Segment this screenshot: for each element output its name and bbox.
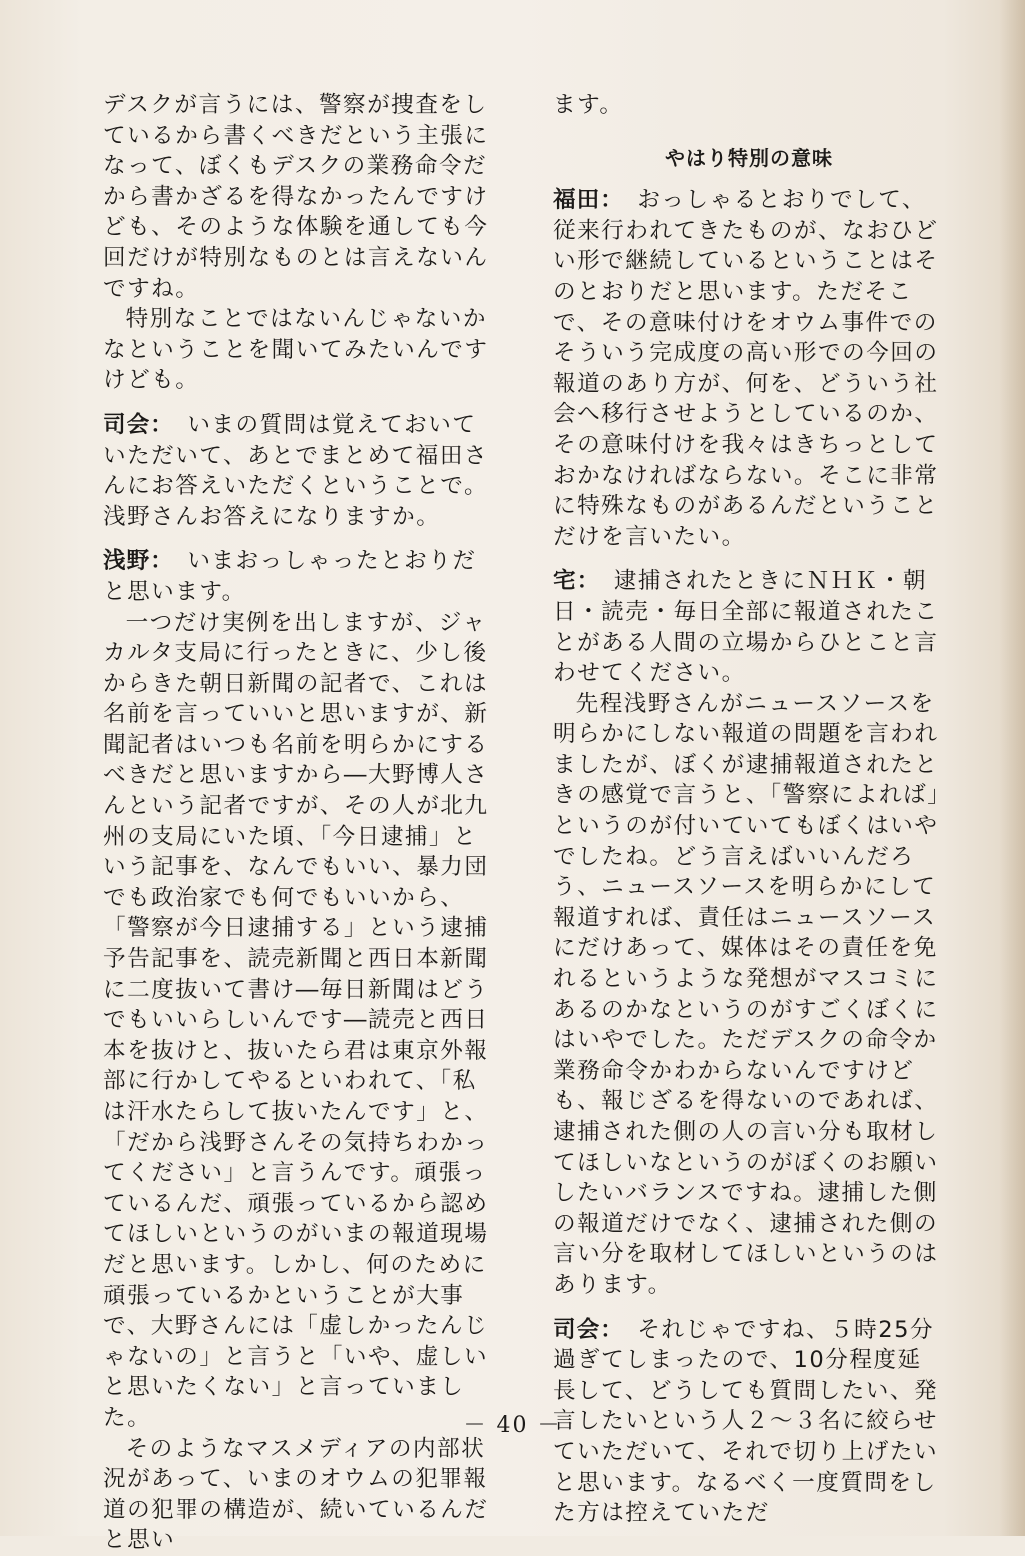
speech-text: おっしゃるとおりでして、従来行われてきたものが、なおひどい形で継続しているということはそのとおりだと思います。ただそこで、その意味付けをオウム事件でのそういう完成度の高い形での今回の報道のあり方が、何を、どういう社会へ移行させようとしているのか、その意味付けを我々はきちっとしておかなければならない。そこに非常に特殊なものがあるんだということだけを言いたい。: [553, 187, 939, 550]
paragraph: 特別なことではないんじゃないかなということを聞いてみたいんですけども。: [103, 306, 489, 394]
speaker-label: 宅：: [553, 568, 601, 595]
speech-text: いまの質問は覚えておいていただいて、あとでまとめて福田さんにお答えいただくということで。浅野さんお答えになりますか。: [103, 411, 489, 530]
paragraph: そのようなマスメディアの内部状況があって、いまのオウムの犯罪報道の犯罪の構造が、続いているんだと思い: [103, 1435, 489, 1554]
speech-paragraph: [103, 546, 491, 607]
speaker-label: 司会：: [103, 411, 174, 438]
right-column: [553, 90, 945, 1529]
speaker-label: 浅野：: [103, 548, 174, 575]
page-number: － 40 －: [463, 1413, 562, 1438]
paragraph: ます。: [553, 92, 624, 118]
speaker-label: 司会：: [553, 1316, 624, 1343]
paragraph: 先程浅野さんがニュースソースを明らかにしない報道の問題を言われましたが、ぼくが逮捕報道されたときの感覚で言うと、「警察によれば」というのが付いていてもぼくはいやでしたね。どう言えばいいんだろう、ニュースソースを明らかにして報道すれば、責任はニュースソースにだけあって、媒体はその責任を免れるというような発想がマスコミにあるのかなというのがすごくぼくにはいやでした。ただデスクの命令か業務命令かわからないんですけども、報じざるを得ないのであれば、逮捕された側の人の言い分も取材してほしいなというのがぼくのお願いしたいバランスですね。逮捕した側の報道だけでなく、逮捕された側の言い分を取材してほしいというのはあります。: [553, 690, 940, 1298]
speech-text: 逮捕されたときにＮＨＫ・朝日・読売・毎日全部に報道されたことがある人間の立場からひとこと言わせてください。: [553, 568, 939, 687]
paragraph: デスクが言うには、警察が捜査をしているから書くべきだという主張になって、ぼくもデスクの業務命令だから書かざるを得なかったんですけども、そのような体験を通しても今回だけが特別なものとは言えないんですね。: [103, 92, 489, 302]
speaker-label: 福田：: [553, 187, 624, 214]
speech-paragraph: [553, 566, 945, 688]
speech-text: それじゃですね、５時25分過ぎてしまったので、10分程度延長して、どうしても質問したい、発言したいという人２～３名に絞らせていただいて、それで切り上げたいと思います。なるべく一度質問をした方は控えていただ: [553, 1316, 939, 1527]
speech-text: いまおっしゃったとおりだと思います。: [103, 548, 477, 605]
speech-paragraph: [553, 185, 945, 552]
paragraph: 一つだけ実例を出しますが、ジャカルタ支局に行ったときに、少し後からきた朝日新聞の記者で、これは名前を言っていいと思いますが、新聞記者はいつも名前を明らかにするべきだと思いますから―大野博人さんという記者ですが、その人が北九州の支局にいた頃、「今日逮捕」という記事を、なんでもいい、暴力団でも政治家でも何でもいいから、「警察が今日逮捕する」という逮捕予告記事を、読売新聞と西日本新聞に二度抜いて書け―毎日新聞はどうでもいいらしいんです―読売と西日本を抜けと、抜いたら君は東京外報部に行かしてやるといわれて、「私は汗水たらして抜いたんです」と、「だから浅野さんその気持ちわかってください」と言うんです。頑張っているんだ、頑張っているから認めてほしいというのがいまの報道現場だと思います。しかし、何のために頑張っているかということが大事で、大野さんには「虚しかったんじゃないの」と言うと「いや、虚しいと思いたくない」と言っていました。: [103, 609, 489, 1431]
page-edge-shadow: [999, 0, 1025, 1536]
left-column: [103, 90, 491, 1556]
speech-paragraph: [103, 410, 491, 532]
section-heading: やはり特別の意味: [665, 145, 833, 170]
